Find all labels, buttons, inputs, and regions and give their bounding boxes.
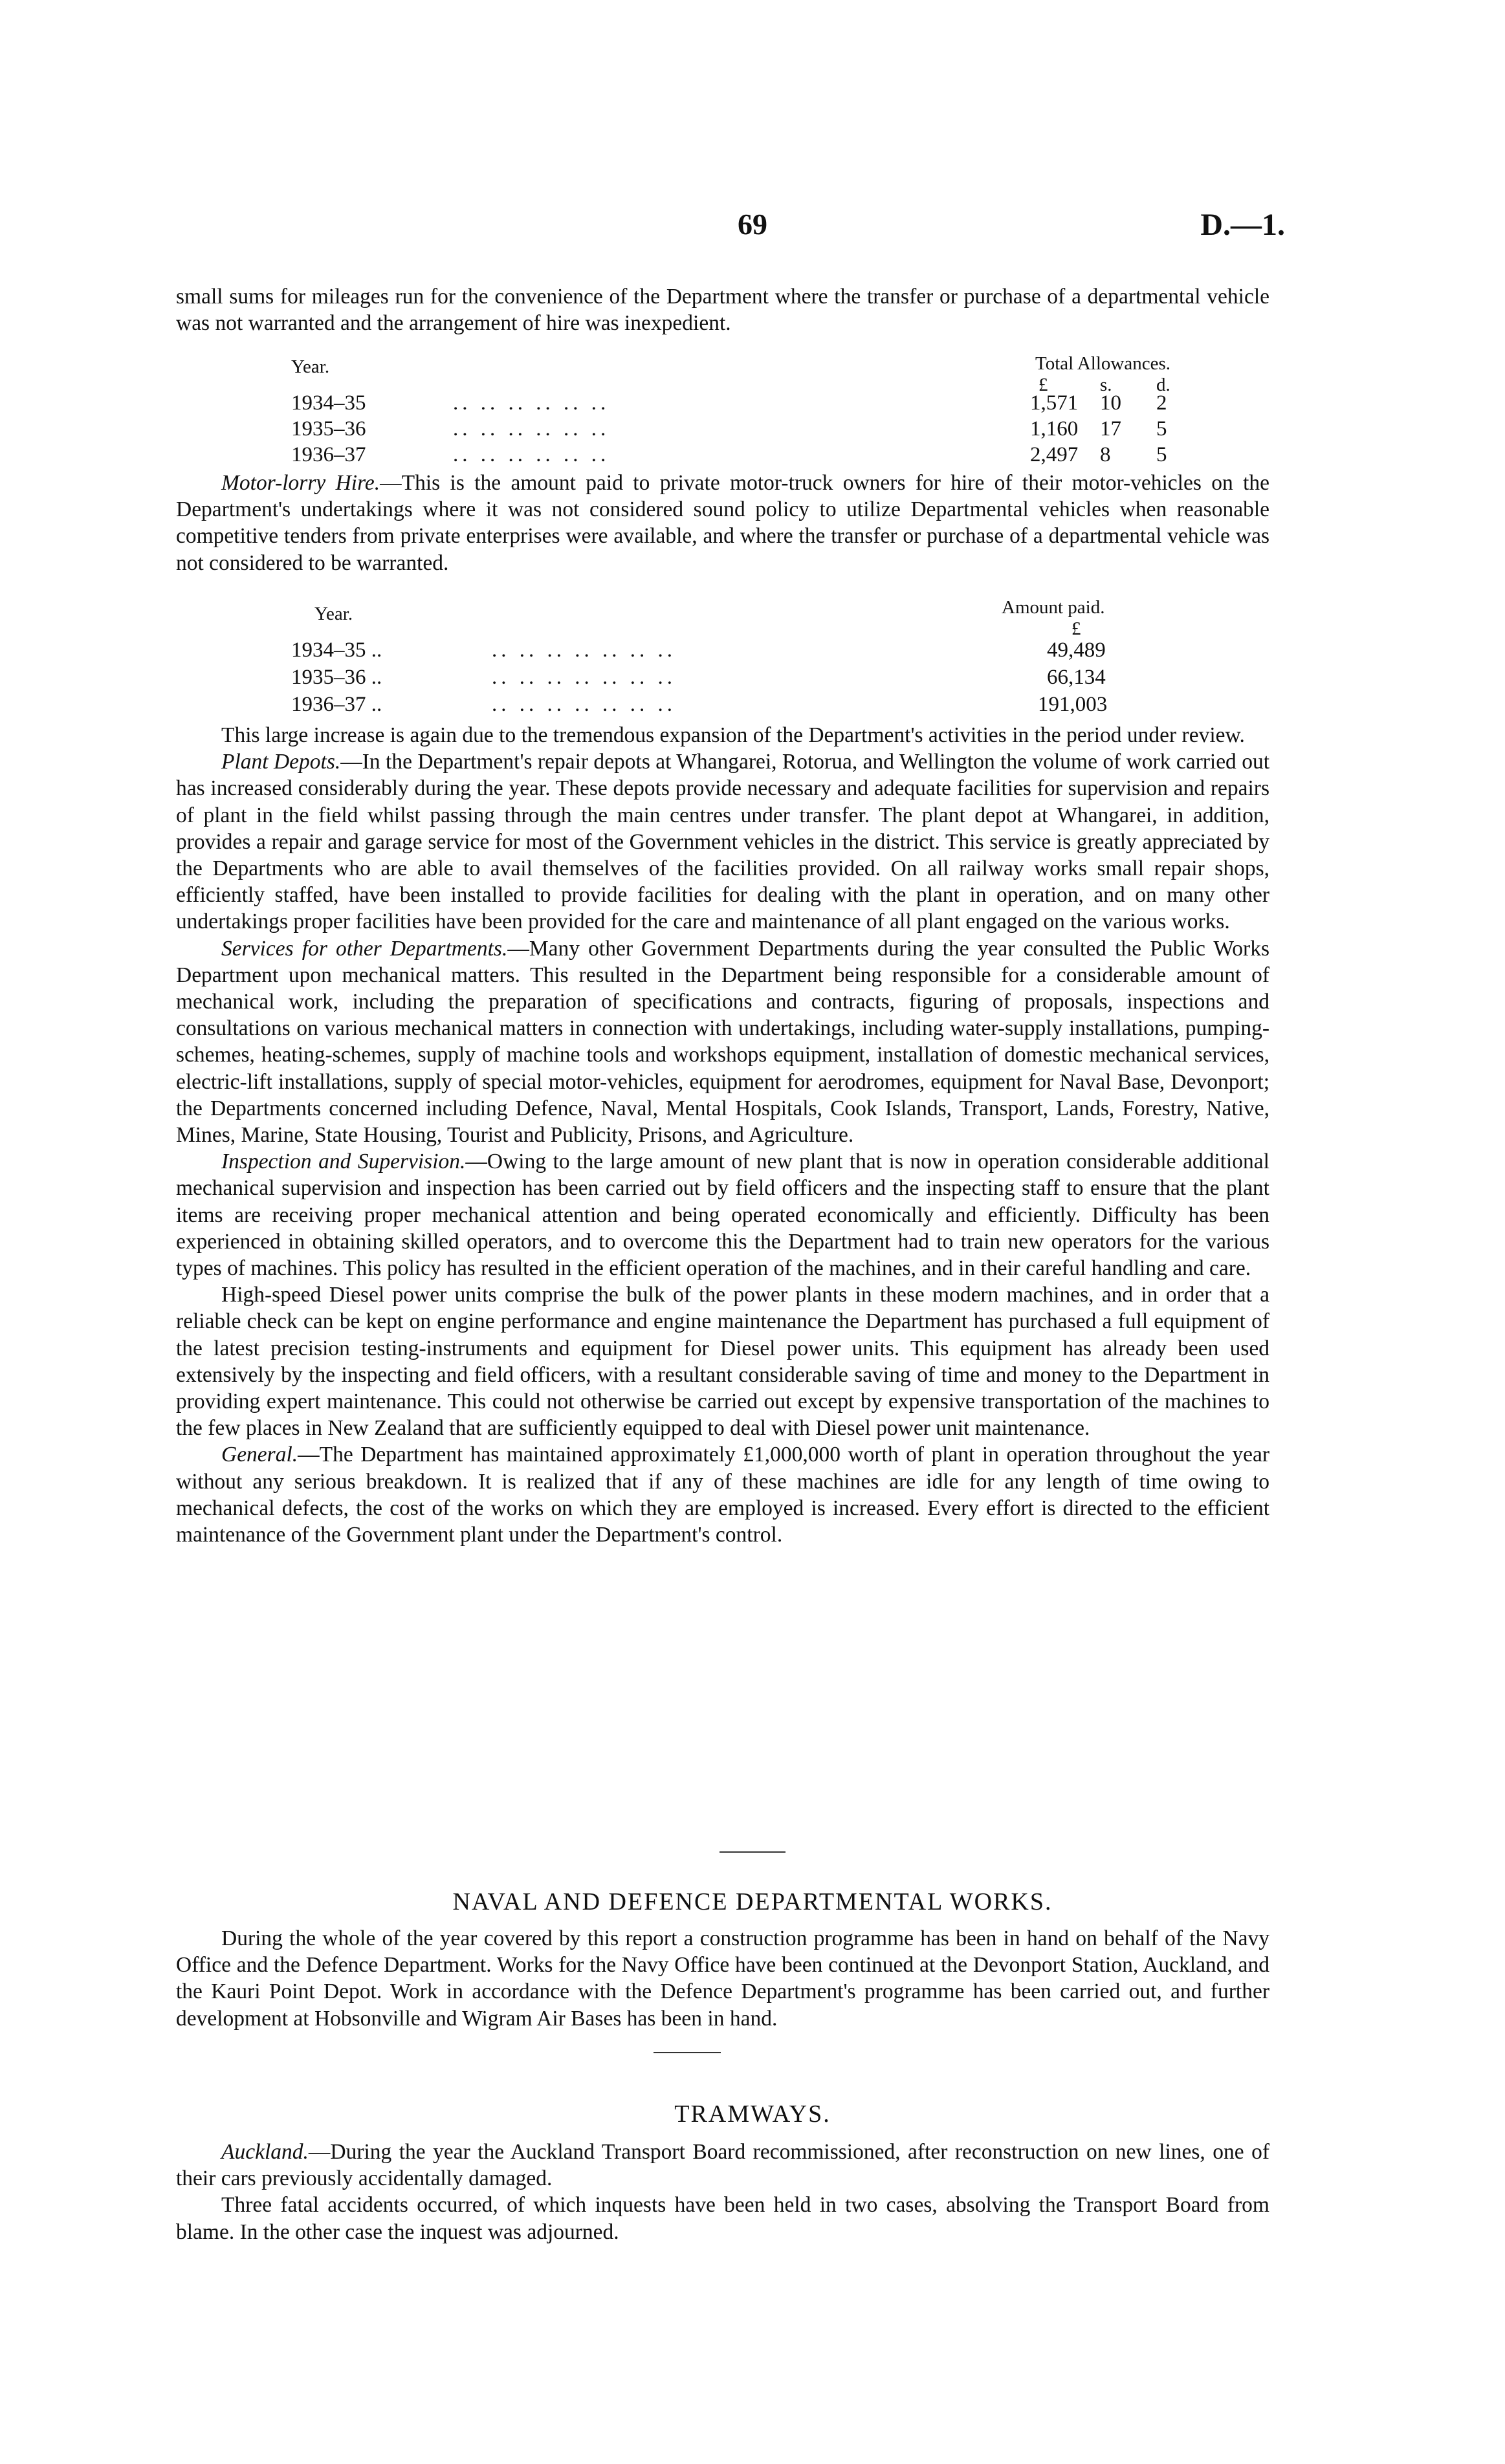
page-number: 69 (738, 208, 767, 241)
naval-paragraph: During the whole of the year covered by this report a construction programme has been in hand on behalf of the Navy Office and the Defence Department. Works for the Navy Office have been continued at the Devonport Station, Auckland, and the Kauri Point Depot. Work in accordance with the Defence Department's programme has been carried out, and further development at Hobsonville and Wigram Air Bases has been in hand. (176, 1926, 1269, 2031)
plant-depots-paragraph: Plant Depots.—In the Department's repair depots at Whangarei, Rotorua, and Wellington the volume of work carried out has increased considerably during the year. These depots provide necessary and adequate facilities for supervision and repairs of plant in the field whilst passing through the main centres under transfer. The plant depot at Whangarei, in addition, provides a repair and garage service for most of the Government vehicles in the district. This service is greatly appreciated by the Departments who are able to avail themselves of the facilities provided. On all railway works small repair shops, efficiently staffed, have been installed to provide facilities for dealing with the plant in operation, and on many other undertakings proper facilities have been provided for the care and maintenance of all plant engaged on the various works. (176, 750, 1269, 934)
increase-paragraph: This large increase is again due to the tremendous expansion of the Department's activities in the period under review. (221, 723, 1245, 747)
naval-section (176, 1925, 1269, 2032)
table1-row-year: 1934–35 (291, 391, 366, 415)
general-paragraph: General.—The Department has maintained approximately £1,000,000 worth of plant in operation throughout the year without any serious breakdown. It is realized that if any of these machines are idle for any length of time owing to mechanical defects, the cost of the works on which they are employed is increased. Every effort is directed to the efficient maintenance of the Government plant under the Department's control. (176, 1443, 1269, 1547)
table2-row-dots: .. .. .. .. .. .. .. (492, 638, 676, 662)
plant-depots-title: Plant Depots. (221, 750, 341, 774)
table1-row-shillings: 10 (1100, 391, 1121, 415)
table1-row-shillings: 8 (1100, 443, 1111, 466)
table1-row-pounds: 1,160 (1030, 417, 1079, 441)
motor-lorry-title: Motor-lorry Hire. (221, 471, 380, 495)
table1-row-dots: .. .. .. .. .. .. (453, 391, 610, 415)
section-divider (654, 2052, 721, 2053)
table2-row-amount: 191,003 (1038, 693, 1108, 716)
intro-paragraph: small sums for mileages run for the convenience of the Department where the transfer or purchase of a departmental vehicle was not warranted and the arrangement of hire was inexpedient. (176, 285, 1269, 336)
table2-unit: £ (1071, 618, 1081, 639)
services-title: Services for other Departments. (221, 936, 508, 961)
table1-row-pence: 5 (1156, 417, 1167, 441)
table2-amount-header: Amount paid. (1002, 597, 1105, 618)
table1-row-pence: 2 (1156, 391, 1167, 415)
table1-row-pounds: 1,571 (1030, 391, 1079, 415)
auckland-paragraph: Auckland.—During the year the Auckland Transport Board recommissioned, after reconstruction on new lines, one of their cars previously accidentally damaged. (176, 2140, 1269, 2191)
tramways-section (176, 2139, 1269, 2245)
general-title: General. (221, 1443, 298, 1467)
motor-lorry-paragraph: Motor-lorry Hire.—This is the amount paid to private motor-truck owners for hire of their motor-vehicles on the Department's undertakings where it was not considered sound policy to utilize Departmental vehicles when reasonable competitive tenders from private enterprises were available, and where the transfer or purchase of a departmental vehicle was not considered to be warranted. (176, 471, 1269, 575)
table1-row-shillings: 17 (1100, 417, 1121, 441)
naval-heading: NAVAL AND DEFENCE DEPARTMENTAL WORKS. (452, 1888, 1053, 1915)
table2-row-dots: .. .. .. .. .. .. .. (492, 693, 676, 716)
table2-row-year: 1935–36 .. (291, 666, 382, 689)
table1-year-header: Year. (291, 356, 330, 377)
auckland-title: Auckland. (221, 2140, 309, 2164)
table1-row-pence: 5 (1156, 443, 1167, 466)
table1-unit-shillings: s. (1100, 375, 1112, 395)
services-paragraph: Services for other Departments.—Many other Government Departments during the year consulted the Public Works Department upon mechanical matters. This resulted in the Department being responsible for a considerable amount of mechanical work, including the preparation of specifications and contracts, figuring of proposals, inspections and consultations on various mechanical matters in connection with undertakings, including water-supply installations, pumping-schemes, heating-schemes, supply of machine tools and workshops equipment, installation of domestic mechanical services, electric-lift installations, supply of special motor-vehicles, equipment for aerodromes, equipment for Naval Base, Devonport; the Departments concerned including Defence, Naval, Mental Hospitals, Cook Islands, Transport, Lands, Forestry, Native, Mines, Marine, State Housing, Tourist and Publicity, Prisons, and Agriculture. (176, 936, 1269, 1148)
fatal-accidents-paragraph: Three fatal accidents occurred, of which inquests have been held in two cases, absolving the Transport Board from blame. In the other case the inquest was adjourned. (176, 2193, 1269, 2244)
table2-row-amount: 66,134 (1047, 666, 1106, 689)
inspection-title: Inspection and Supervision. (221, 1150, 466, 1174)
table1-row-dots: .. .. .. .. .. .. (453, 443, 610, 466)
document-reference: D.—1. (1200, 208, 1285, 242)
table2-row-amount: 49,489 (1047, 638, 1106, 662)
table1-total-header: Total Allowances. (1035, 353, 1170, 374)
table1-row-year: 1935–36 (291, 417, 366, 441)
table1-row-dots: .. .. .. .. .. .. (453, 417, 610, 441)
table1-row-year: 1936–37 (291, 443, 366, 466)
table2-year-header: Year. (314, 604, 353, 624)
table2-row-year: 1934–35 .. (291, 638, 382, 662)
main-body (176, 722, 1269, 1548)
table1-row-pounds: 2,497 (1030, 443, 1079, 466)
tramways-heading: TRAMWAYS. (674, 2100, 831, 2128)
section-divider (720, 1851, 785, 1853)
table2-row-year: 1936–37 .. (291, 693, 382, 716)
table1-unit-pence: d. (1156, 375, 1170, 395)
inspection-paragraph: Inspection and Supervision.—Owing to the large amount of new plant that is now in operation considerable additional mechanical supervision and inspection has been carried out by field officers and the inspecting staff to ensure that the plant items are receiving proper mechanical attention and being operated economically and efficiently. Difficulty has been experienced in obtaining skilled operators, and to overcome this the Department had to train new operators for the various types of machines. This policy has resulted in the efficient operation of the machines, and in their careful handling and care. (176, 1150, 1269, 1281)
table2-row-dots: .. .. .. .. .. .. .. (492, 666, 676, 689)
diesel-paragraph: High-speed Diesel power units comprise the bulk of the power plants in these modern machines, and in order that a reliable check can be kept on engine performance and engine maintenance the Department has purchased a full equipment of the latest precision testing-instruments and equipment for Diesel power units. This equipment has already been used extensively by the inspecting and field officers, with a resultant considerable saving of time and money to the Department in providing expert maintenance. This could not otherwise be carried out except by expensive transportation of the machines to the few places in New Zealand that are sufficiently equipped to deal with Diesel power unit maintenance. (176, 1283, 1269, 1441)
table1-unit-pounds: £ (1038, 375, 1048, 395)
